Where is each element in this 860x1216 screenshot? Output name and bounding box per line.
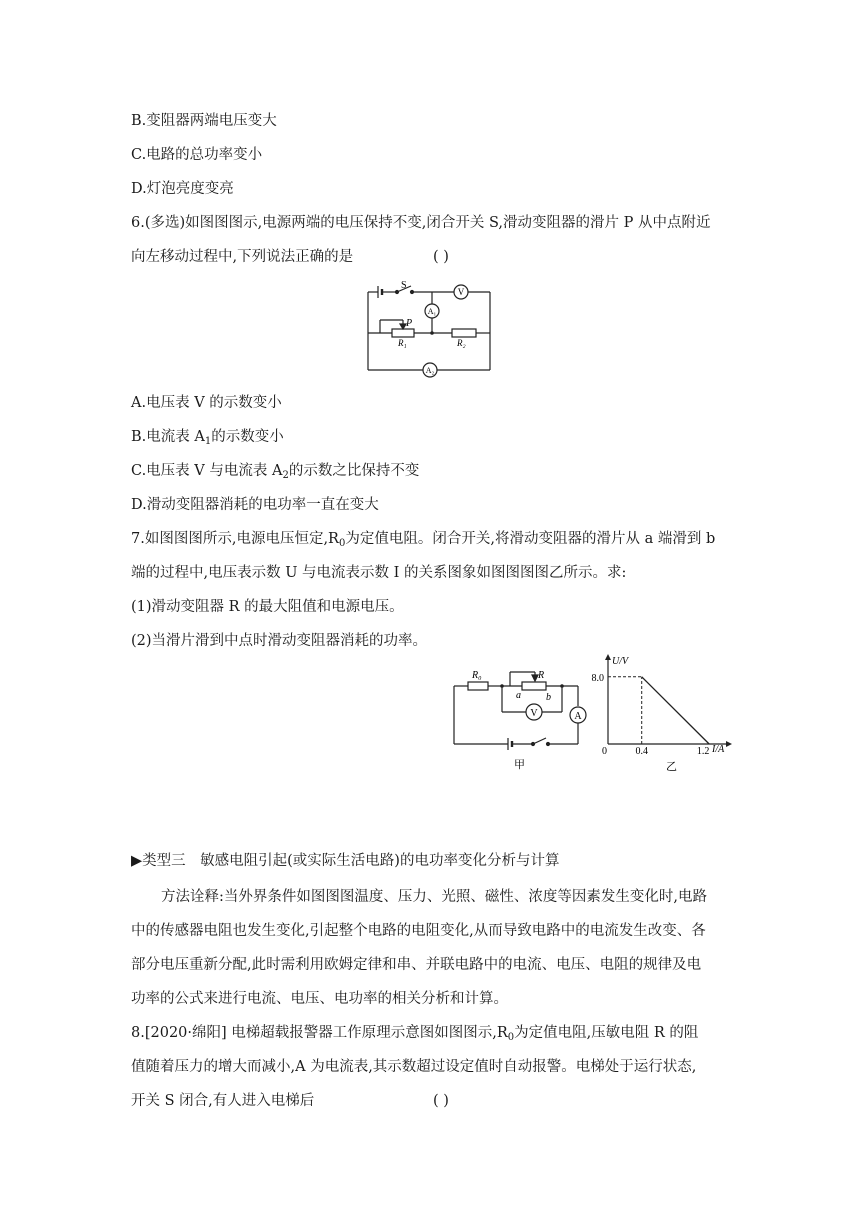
q6-r1-label: R₁ xyxy=(398,338,407,348)
q6-option-d: D.滑动变阻器消耗的电功率一直在变大 xyxy=(131,497,379,513)
q6-option-b: B.电流表 $A_1$的示数变小 xyxy=(131,429,284,447)
q6-r2-label: R₂ xyxy=(457,338,466,348)
q8-stem-line2: 值随着压力的增大而减小,A 为电流表,其示数超过设定值时自动报警。电梯处于运行状态, xyxy=(131,1059,697,1075)
q8-stem-line3: 开关 S 闭合,有人进入电梯后 xyxy=(131,1093,315,1109)
q6-slider-label: P xyxy=(406,318,413,329)
q7-part2: (2)当滑片滑到中点时滑动变阻器消耗的功率。 xyxy=(131,633,428,649)
q5-option-b: B.变阻器两端电压变大 xyxy=(131,113,277,129)
q7-circuit-jia xyxy=(448,660,598,772)
q7-a-label: a xyxy=(516,690,521,701)
type3-method-line1: 方法诠释:当外界条件如图图图温度、压力、光照、磁性、浓度等因素发生变化时,电路 xyxy=(161,889,707,905)
x-tick-label-1: 0.4 xyxy=(635,746,648,757)
q7-stem-line2: 端的过程中,电压表示数 U 与电流表示数 I 的关系图象如图图图图乙所示。求: xyxy=(131,565,627,581)
type3-method-line2: 中的传感器电阻也发生变化,引起整个电路的电阻变化,从而导致电路中的电流发生改变、各 xyxy=(131,923,706,939)
q7-yi-caption: 乙 xyxy=(666,761,677,773)
type3-heading: ▶类型三 敏感电阻引起(或实际生活电路)的电功率变化分析与计算 xyxy=(131,853,560,869)
q7-ui-graph-yi xyxy=(591,652,738,774)
q6-answer-bracket: ( ) xyxy=(433,249,449,265)
q6-ammeter2-label: A₂ xyxy=(425,366,435,375)
q6-circuit-diagram xyxy=(360,278,500,382)
q7-stem-line1: 7.如图图图所示,电源电压恒定$,R_0$为定值电阻。闭合开关,将滑动变阻器的滑片从 a 端滑到 b xyxy=(131,531,716,549)
q7-jia-caption: 甲 xyxy=(514,759,525,771)
type3-method-line3: 部分电压重新分配,此时需利用欧姆定律和串、并联电路中的电流、电压、电阻的规律及电 xyxy=(131,957,702,973)
x-axis-label: I/A xyxy=(712,744,725,755)
q7-b-label: b xyxy=(546,692,551,703)
q6-stem-line2: 向左移动过程中,下列说法正确的是 xyxy=(131,249,354,265)
u-i-line xyxy=(642,677,709,744)
y-tick-label: 8.0 xyxy=(591,672,604,684)
q8-stem-line1: 8.[2020·绵阳] 电梯超载报警器工作原理示意图如图图示$,R_0$为定值电阻,压敏电阻 R 的阻 xyxy=(131,1025,699,1043)
q6-option-a: A.电压表 V 的示数变小 xyxy=(131,395,282,411)
x-tick-label-2: 1.2 xyxy=(696,746,710,757)
q6-voltmeter-label: V xyxy=(457,287,465,297)
q6-stem-line1: 6.(多选)如图图图示,电源两端的电压保持不变,闭合开关 S,滑动变阻器的滑片 P 从中点附近 xyxy=(131,215,711,231)
q7-r-label: R xyxy=(538,670,545,681)
q7-ammeter-label: A xyxy=(574,711,582,722)
q6-option-c: C.电压表 V 与电流表 $A_2$的示数之比保持不变 xyxy=(131,463,420,481)
q7-r0-label: R₀ xyxy=(472,670,482,681)
q7-part1: (1)滑动变阻器 R 的最大阻值和电源电压。 xyxy=(131,599,404,615)
q8-answer-bracket: ( ) xyxy=(433,1093,449,1109)
q5-option-d: D.灯泡亮度变亮 xyxy=(131,181,234,197)
q5-option-c: C.电路的总功率变小 xyxy=(131,147,263,163)
q6-ammeter1-label: A₁ xyxy=(427,307,437,316)
q7-voltmeter-label: V xyxy=(530,708,538,719)
origin-label: 0 xyxy=(602,746,607,757)
q6-switch-label: S xyxy=(401,280,407,291)
y-axis-label: U/V xyxy=(612,656,629,667)
type3-method-line4: 功率的公式来进行电流、电压、电功率的相关分析和计算。 xyxy=(131,991,508,1007)
